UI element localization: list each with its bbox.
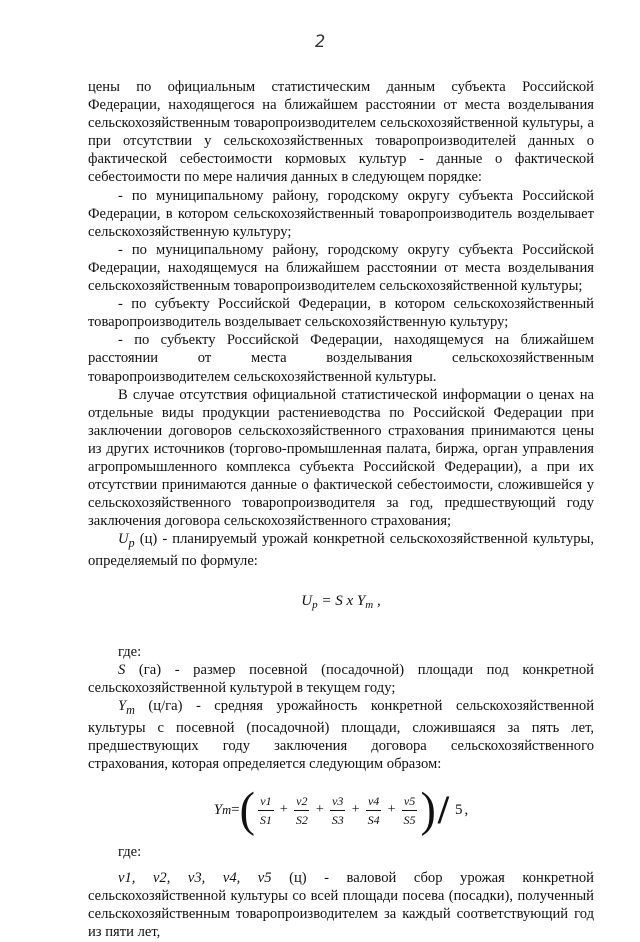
spacer <box>88 861 594 869</box>
numerator: v5 <box>402 792 417 811</box>
formula1-rhs: = S x Y <box>317 593 366 610</box>
paragraph-planned-yield <box>88 530 594 570</box>
fraction-1 <box>258 792 274 829</box>
list-item-municipal-2: - по муниципальному району, городскому округу субъекта Российской Федерации, находящемуся на ближайшем расстоянии от места возделывания сельскохозяйственным товаропроизводителем сельскохозяйственной культуры; <box>88 241 594 295</box>
where-label-1: где: <box>118 643 142 660</box>
paragraph-gross-harvest <box>88 869 594 941</box>
var-y: Y <box>118 697 127 714</box>
denominator: S2 <box>295 812 308 827</box>
area-text: (га) - размер посевной (посадочной) площади под конкретной сельскохозяйственной культурой в текущем году; <box>88 661 594 696</box>
formula-average-yield <box>88 782 594 837</box>
formula1-lhs: U <box>301 593 313 610</box>
formula2-lhs: Y <box>213 802 223 819</box>
plus-sign: + <box>279 802 288 818</box>
document-body <box>88 78 594 942</box>
plus-sign: + <box>351 802 360 818</box>
denominator: S4 <box>367 812 380 827</box>
list-item-subject-1: - по субъекту Российской Федерации, в котором сельскохозяйственный товаропроизводитель возделывает сельскохозяйственную культуру; <box>88 296 594 331</box>
formula2-lhs-sub: m <box>222 803 232 818</box>
var-u-sub: p <box>128 536 135 551</box>
paragraph-prices: цены по официальным статистическим данным субъекта Российской Федерации, находящегося на ближайшем расстоянии от места возделывания сельскохозяйственным товаропроизводителем сельскохозяйственной культуры, а при отсутствии у сельскохозяйственных товаропроизводителей данных о фактической себестоимости кормовых культур - данные о фактической себестоимости по мере наличия данных в следующем порядке: <box>88 79 594 186</box>
numerator: v1 <box>258 792 273 811</box>
denominator: S3 <box>331 812 344 827</box>
page-number: 2 <box>313 32 327 52</box>
fraction-3 <box>330 792 346 829</box>
var-u: U <box>118 531 129 548</box>
numerator: v2 <box>294 792 309 811</box>
formula2-eq: = <box>231 802 240 819</box>
plus-sign: + <box>315 802 324 818</box>
fraction-2 <box>294 792 310 829</box>
formula2-tail: , <box>464 802 469 819</box>
list-item-municipal-1: - по муниципальному району, городскому округу субъекта Российской Федерации, в котором сельскохозяйственный товаропроизводитель возделывает сельскохозяйственную культуру; <box>88 187 594 240</box>
plus-sign: + <box>387 802 396 818</box>
list-item-subject-2: - по субъекту Российской Федерации, находящемуся на ближайшем расстоянии от места возделывания сельскохозяйственным товаропроизводителем сельскохозяйственной культуры. <box>88 332 594 385</box>
paragraph-no-statistics: В случае отсутствия официальной статистической информации о ценах на отдельные виды продукции растениеводства по Российской Федерации при заключении договоров сельскохозяйственного страхования принимаются цены из других источников (торгово-промышленная палата, биржа, орган управления агропромышленного комплекса субъекта Российской Федерации), а при их отсутствии принимаются данные о фактической себестоимости, сложившейся у сельскохозяйственного товаропроизводителя за год, предшествующий году заключения договора сельскохозяйственного страхования; <box>88 386 594 530</box>
formula2-divisor: 5 <box>455 802 463 819</box>
numerator: v3 <box>330 792 345 811</box>
planned-yield-text: (ц) - планируемый урожай конкретной сельскохозяйственной культуры, определяемый по формуле: <box>88 531 594 570</box>
gross-harvest-text: (ц) - валовой сбор урожая конкретной сельскохозяйственной культуры со всей площади посева (посадки), полученный сельскохозяйственным товаропроизводителем за каждый соответствующий год из пяти лет, <box>88 870 594 941</box>
formula1-tail: , <box>373 593 381 610</box>
fraction-4 <box>366 792 382 829</box>
paragraph-average-yield <box>88 697 594 773</box>
where-label-2: где: <box>118 844 142 861</box>
var-v-list: v1, v2, v3, v4, v5 <box>118 870 272 887</box>
paragraph-area <box>88 661 594 697</box>
formula1-lhs-sub: p <box>312 599 318 612</box>
denominator: S1 <box>259 812 272 827</box>
division-slash: / <box>437 787 449 833</box>
var-y-sub: m <box>126 702 135 717</box>
numerator: v4 <box>366 792 381 811</box>
denominator: S5 <box>403 812 416 827</box>
var-s: S <box>118 661 126 678</box>
formula-planned-yield <box>88 592 594 614</box>
right-paren: ) <box>420 782 436 837</box>
formula1-rhs-sub: m <box>365 599 374 612</box>
left-paren: ( <box>239 782 255 837</box>
average-yield-text: (ц/га) - средняя урожайность конкретной сельскохозяйственной культуры с посевной (посадочной) площади, сложившаяся за пять лет, предшествующих году заключения договора сельскохозяйственного страхования, которая определяется следующим образом: <box>88 697 594 772</box>
fraction-5 <box>402 792 418 829</box>
